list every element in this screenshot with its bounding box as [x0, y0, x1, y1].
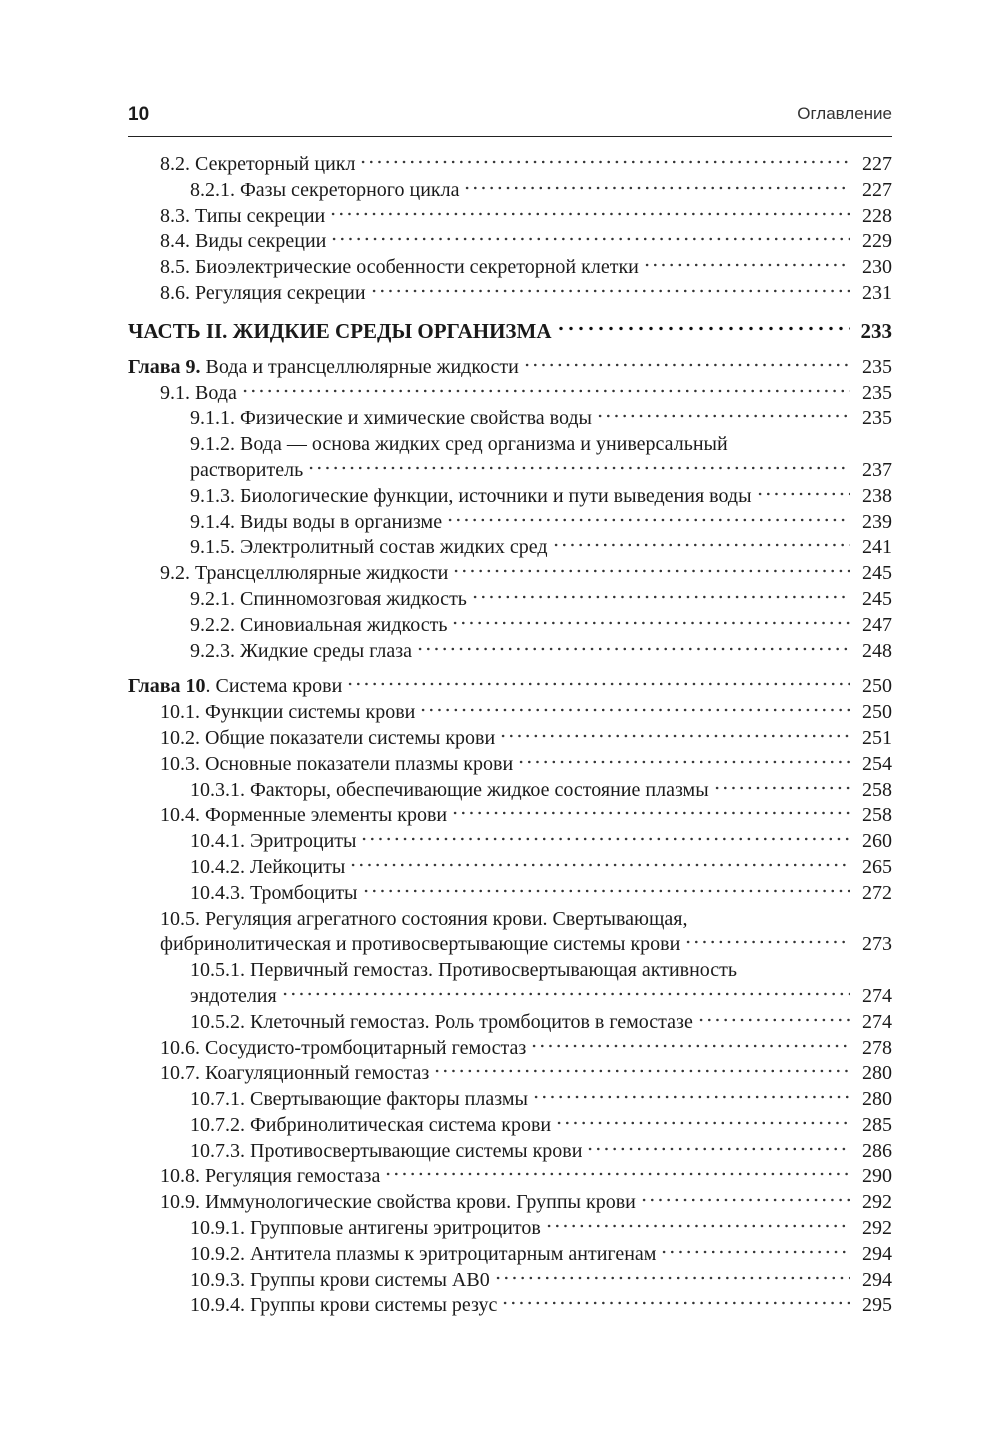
toc-entry-title: 10.2. Общие показатели системы крови [160, 726, 496, 749]
toc-entry[interactable] [128, 1010, 892, 1036]
toc-entry-continuation[interactable] [128, 984, 892, 1010]
toc-entry[interactable] [128, 778, 892, 804]
dot-leader [586, 1147, 850, 1151]
dot-leader [330, 237, 850, 241]
toc-entry-page: 280 [862, 1062, 892, 1085]
running-title: Оглавление [797, 104, 892, 123]
toc-entry-page: 260 [862, 830, 892, 853]
toc-entry-title: 9.1. Вода [160, 381, 237, 404]
dot-leader [697, 1018, 850, 1022]
toc-entry-page: 245 [862, 562, 892, 585]
toc-entry-title: 10.7. Коагуляционный гемостаз [160, 1062, 430, 1085]
dot-leader [451, 621, 850, 625]
toc-entry-continuation[interactable] [128, 458, 892, 484]
toc-entry-page: 290 [862, 1165, 892, 1188]
toc-entry-title: 10.9.4. Группы крови системы резус [190, 1294, 498, 1317]
toc-part-title: ЧАСТЬ II. ЖИДКИЕ СРЕДЫ ОРГАНИЗМА [128, 318, 552, 343]
toc-entry-page: 235 [862, 381, 892, 404]
dot-leader [596, 414, 850, 418]
toc-entry-title: 10.4.2. Лейкоциты [190, 855, 346, 878]
toc-entry[interactable] [128, 1190, 892, 1216]
toc-entry-title: 9.1.3. Биологические функции, источники и пути выведения воды [190, 484, 752, 507]
dot-leader [307, 466, 850, 470]
dot-leader [556, 326, 850, 331]
toc-entry[interactable] [128, 1164, 892, 1190]
toc-entry-continuation[interactable] [128, 932, 892, 958]
toc-entry-page: 274 [862, 984, 892, 1007]
toc-entry-first-line[interactable] [128, 907, 892, 933]
toc-entry-title: 9.2.3. Жидкие среды глаза [190, 639, 413, 662]
toc-entry-title: 10.7.3. Противосвертывающие системы крови [190, 1139, 583, 1162]
toc-entry-page: 280 [862, 1088, 892, 1111]
toc-entry-page: 235 [862, 355, 892, 378]
toc-entry-title: 8.6. Регуляция секреции [160, 281, 366, 304]
toc-entry-title-continued: растворитель [190, 458, 304, 481]
dot-leader [545, 1224, 850, 1228]
toc-entry-title: 8.4. Виды секреции [160, 230, 327, 253]
dot-leader [360, 837, 850, 841]
toc-entry-page: 274 [862, 1010, 892, 1033]
toc-entry[interactable] [128, 752, 892, 778]
toc-entry-title: 9.2.2. Синовиальная жидкость [190, 613, 448, 636]
toc-entry-page: 248 [862, 639, 892, 662]
toc-entry[interactable] [128, 535, 892, 561]
toc-entry[interactable] [128, 229, 892, 255]
toc-entry-title: 8.2. Секреторный цикл [160, 153, 356, 175]
dot-leader [660, 1250, 850, 1254]
toc-entry-page: 254 [862, 752, 892, 775]
dot-leader [384, 1172, 850, 1176]
toc-entry-title: 10.5. Регуляция агрегатного состояния крови. Свертывающая, [160, 907, 688, 930]
chapter-title: . Система крови [205, 675, 343, 698]
toc-entry-page: 230 [862, 256, 892, 279]
toc-entry-title: 8.3. Типы секреции [160, 204, 326, 227]
toc-entry[interactable] [128, 406, 892, 432]
dot-leader [349, 863, 850, 867]
toc-entry-title: 10.6. Сосудисто-тромбоцитарный гемостаз [160, 1036, 527, 1059]
toc-entry[interactable] [128, 613, 892, 639]
toc-entry-title-continued: эндотелия [190, 984, 277, 1007]
dot-leader [532, 1095, 850, 1099]
dot-leader [346, 682, 850, 686]
toc-entry-title: 10.9.1. Групповые антигены эритроцитов [190, 1217, 541, 1240]
toc-entry-page: 250 [862, 675, 892, 698]
toc-entry-title: 10.9.2. Антитела плазмы к эритроцитарным антигенам [190, 1242, 657, 1265]
toc-entry[interactable] [128, 1036, 892, 1062]
toc-entry-title: 10.7.2. Фибринолитическая система крови [190, 1113, 552, 1136]
toc-entry-title: 10.7.1. Свертывающие факторы плазмы [190, 1088, 528, 1111]
toc-entry-page: 229 [862, 230, 892, 253]
toc-entry-page: 278 [862, 1036, 892, 1059]
toc-entry[interactable] [128, 829, 892, 855]
toc-entry-page: 227 [862, 153, 892, 175]
table-of-contents [128, 152, 892, 1319]
toc-entry-page: 250 [862, 701, 892, 724]
toc-entry[interactable] [128, 881, 892, 907]
dot-leader [419, 708, 850, 712]
chapter-label: Глава 9. [128, 355, 201, 378]
toc-entry[interactable] [128, 1139, 892, 1165]
dot-leader [463, 186, 850, 190]
page-number: 10 [128, 104, 150, 125]
section-gap [128, 664, 892, 674]
toc-entry[interactable] [128, 1268, 892, 1294]
toc-entry-title: 9.1.5. Электролитный состав жидких сред [190, 536, 548, 559]
dot-leader [517, 760, 850, 764]
toc-entry[interactable] [128, 281, 892, 307]
dot-leader [530, 1044, 850, 1048]
toc-entry[interactable] [128, 803, 892, 829]
toc-entry[interactable] [128, 1061, 892, 1087]
toc-entry-title: 9.1.2. Вода — основа жидких сред организма и универсальный [190, 433, 728, 456]
toc-entry[interactable] [128, 855, 892, 881]
dot-leader [643, 263, 850, 267]
toc-entry[interactable] [128, 152, 892, 178]
toc-entry[interactable] [128, 639, 892, 665]
toc-entry-first-line[interactable] [128, 958, 892, 984]
toc-entry[interactable] [128, 1113, 892, 1139]
toc-entry-title: 10.5.2. Клеточный гемостаз. Роль тромбоцитов в гемостазе [190, 1010, 693, 1033]
toc-entry-page: 292 [862, 1217, 892, 1240]
dot-leader [452, 569, 850, 573]
toc-entry-page: 239 [862, 510, 892, 533]
toc-entry-page: 245 [862, 587, 892, 610]
toc-entry-title: 10.3. Основные показатели плазмы крови [160, 752, 514, 775]
toc-part-page: 233 [860, 318, 892, 343]
toc-entry[interactable] [128, 484, 892, 510]
dot-leader [640, 1198, 850, 1202]
toc-entry[interactable] [128, 1293, 892, 1319]
toc-entry-page: 273 [862, 933, 892, 956]
toc-entry-page: 286 [862, 1139, 892, 1162]
toc-entry[interactable] [128, 255, 892, 281]
dot-leader [494, 1276, 850, 1280]
toc-entry-title: 9.2.1. Спинномозговая жидкость [190, 587, 467, 610]
toc-entry-page: 292 [862, 1191, 892, 1214]
chapter-title: Вода и трансцеллюлярные жидкости [200, 355, 519, 378]
toc-entry-title: 10.3.1. Факторы, обеспечивающие жидкое состояние плазмы [190, 778, 709, 801]
toc-entry-first-line[interactable] [128, 432, 892, 458]
dot-leader [684, 940, 850, 944]
toc-entry-title: 10.4. Форменные элементы крови [160, 804, 448, 827]
toc-entry[interactable] [128, 587, 892, 613]
dot-leader [523, 363, 850, 367]
toc-entry[interactable] [128, 561, 892, 587]
dot-leader [555, 1121, 850, 1125]
toc-entry-page: 272 [862, 881, 892, 904]
toc-entry-title: 8.2.1. Фазы секреторного цикла [190, 178, 460, 201]
dot-leader [416, 647, 850, 651]
dot-leader [499, 734, 850, 738]
toc-entry-page: 235 [862, 407, 892, 430]
dot-leader [552, 543, 850, 547]
toc-entry-title: 10.1. Функции системы крови [160, 701, 416, 724]
toc-entry[interactable] [128, 1087, 892, 1113]
toc-entry[interactable] [128, 1216, 892, 1242]
toc-entry[interactable] [128, 178, 892, 204]
toc-entry[interactable] [128, 700, 892, 726]
toc-entry[interactable] [128, 1242, 892, 1268]
dot-leader [362, 889, 851, 893]
toc-entry-title-continued: фибринолитическая и противосвертывающие системы крови [160, 933, 681, 956]
toc-entry-title: 10.5.1. Первичный гемостаз. Противосвертывающая активность [190, 959, 738, 982]
toc-entry-page: 228 [862, 204, 892, 227]
toc-part-entry[interactable] [128, 316, 892, 346]
toc-entry-page: 265 [862, 855, 892, 878]
toc-entry-title: 10.8. Регуляция гемостаза [160, 1165, 381, 1188]
page-header [128, 96, 892, 137]
toc-entry-page: 258 [862, 804, 892, 827]
toc-entry-page: 237 [862, 458, 892, 481]
dot-leader [501, 1301, 850, 1305]
dot-leader [471, 595, 850, 599]
toc-entry[interactable] [128, 726, 892, 752]
toc-entry-page: 238 [862, 484, 892, 507]
dot-leader [281, 992, 850, 996]
toc-entry-title: 9.1.4. Виды воды в организме [190, 510, 443, 533]
dot-leader [241, 389, 850, 393]
dot-leader [433, 1069, 850, 1073]
toc-entry[interactable] [128, 381, 892, 407]
toc-chapter-9[interactable] [128, 355, 892, 381]
toc-entry-title: 10.9.3. Группы крови системы АВ0 [190, 1268, 490, 1291]
dot-leader [359, 160, 850, 164]
chapter-label: Глава 10 [128, 675, 206, 698]
toc-entry-title: 9.2. Трансцеллюлярные жидкости [160, 562, 449, 585]
toc-entry-page: 247 [862, 613, 892, 636]
toc-entry-page: 241 [862, 536, 892, 559]
toc-entry-page: 258 [862, 778, 892, 801]
dot-leader [446, 518, 850, 522]
dot-leader [713, 786, 850, 790]
toc-entry-title: 9.1.1. Физические и химические свойства воды [190, 407, 592, 430]
dot-leader [451, 811, 850, 815]
toc-entry[interactable] [128, 204, 892, 230]
toc-entry-title: 10.4.3. Тромбоциты [190, 881, 358, 904]
toc-entry-title: 10.9. Иммунологические свойства крови. Группы крови [160, 1191, 636, 1214]
dot-leader [756, 492, 850, 496]
toc-entry-page: 294 [862, 1268, 892, 1291]
dot-leader [370, 289, 850, 293]
toc-entry-page: 231 [862, 281, 892, 304]
toc-entry-page: 251 [862, 726, 892, 749]
toc-entry-title: 8.5. Биоэлектрические особенности секреторной клетки [160, 256, 639, 279]
dot-leader [329, 212, 850, 216]
toc-entry-page: 227 [862, 178, 892, 201]
toc-entry-page: 295 [862, 1294, 892, 1317]
toc-entry-page: 294 [862, 1242, 892, 1265]
toc-chapter-10[interactable] [128, 674, 892, 700]
toc-entry[interactable] [128, 510, 892, 536]
toc-entry-page: 285 [862, 1113, 892, 1136]
toc-entry-title: 10.4.1. Эритроциты [190, 830, 357, 853]
